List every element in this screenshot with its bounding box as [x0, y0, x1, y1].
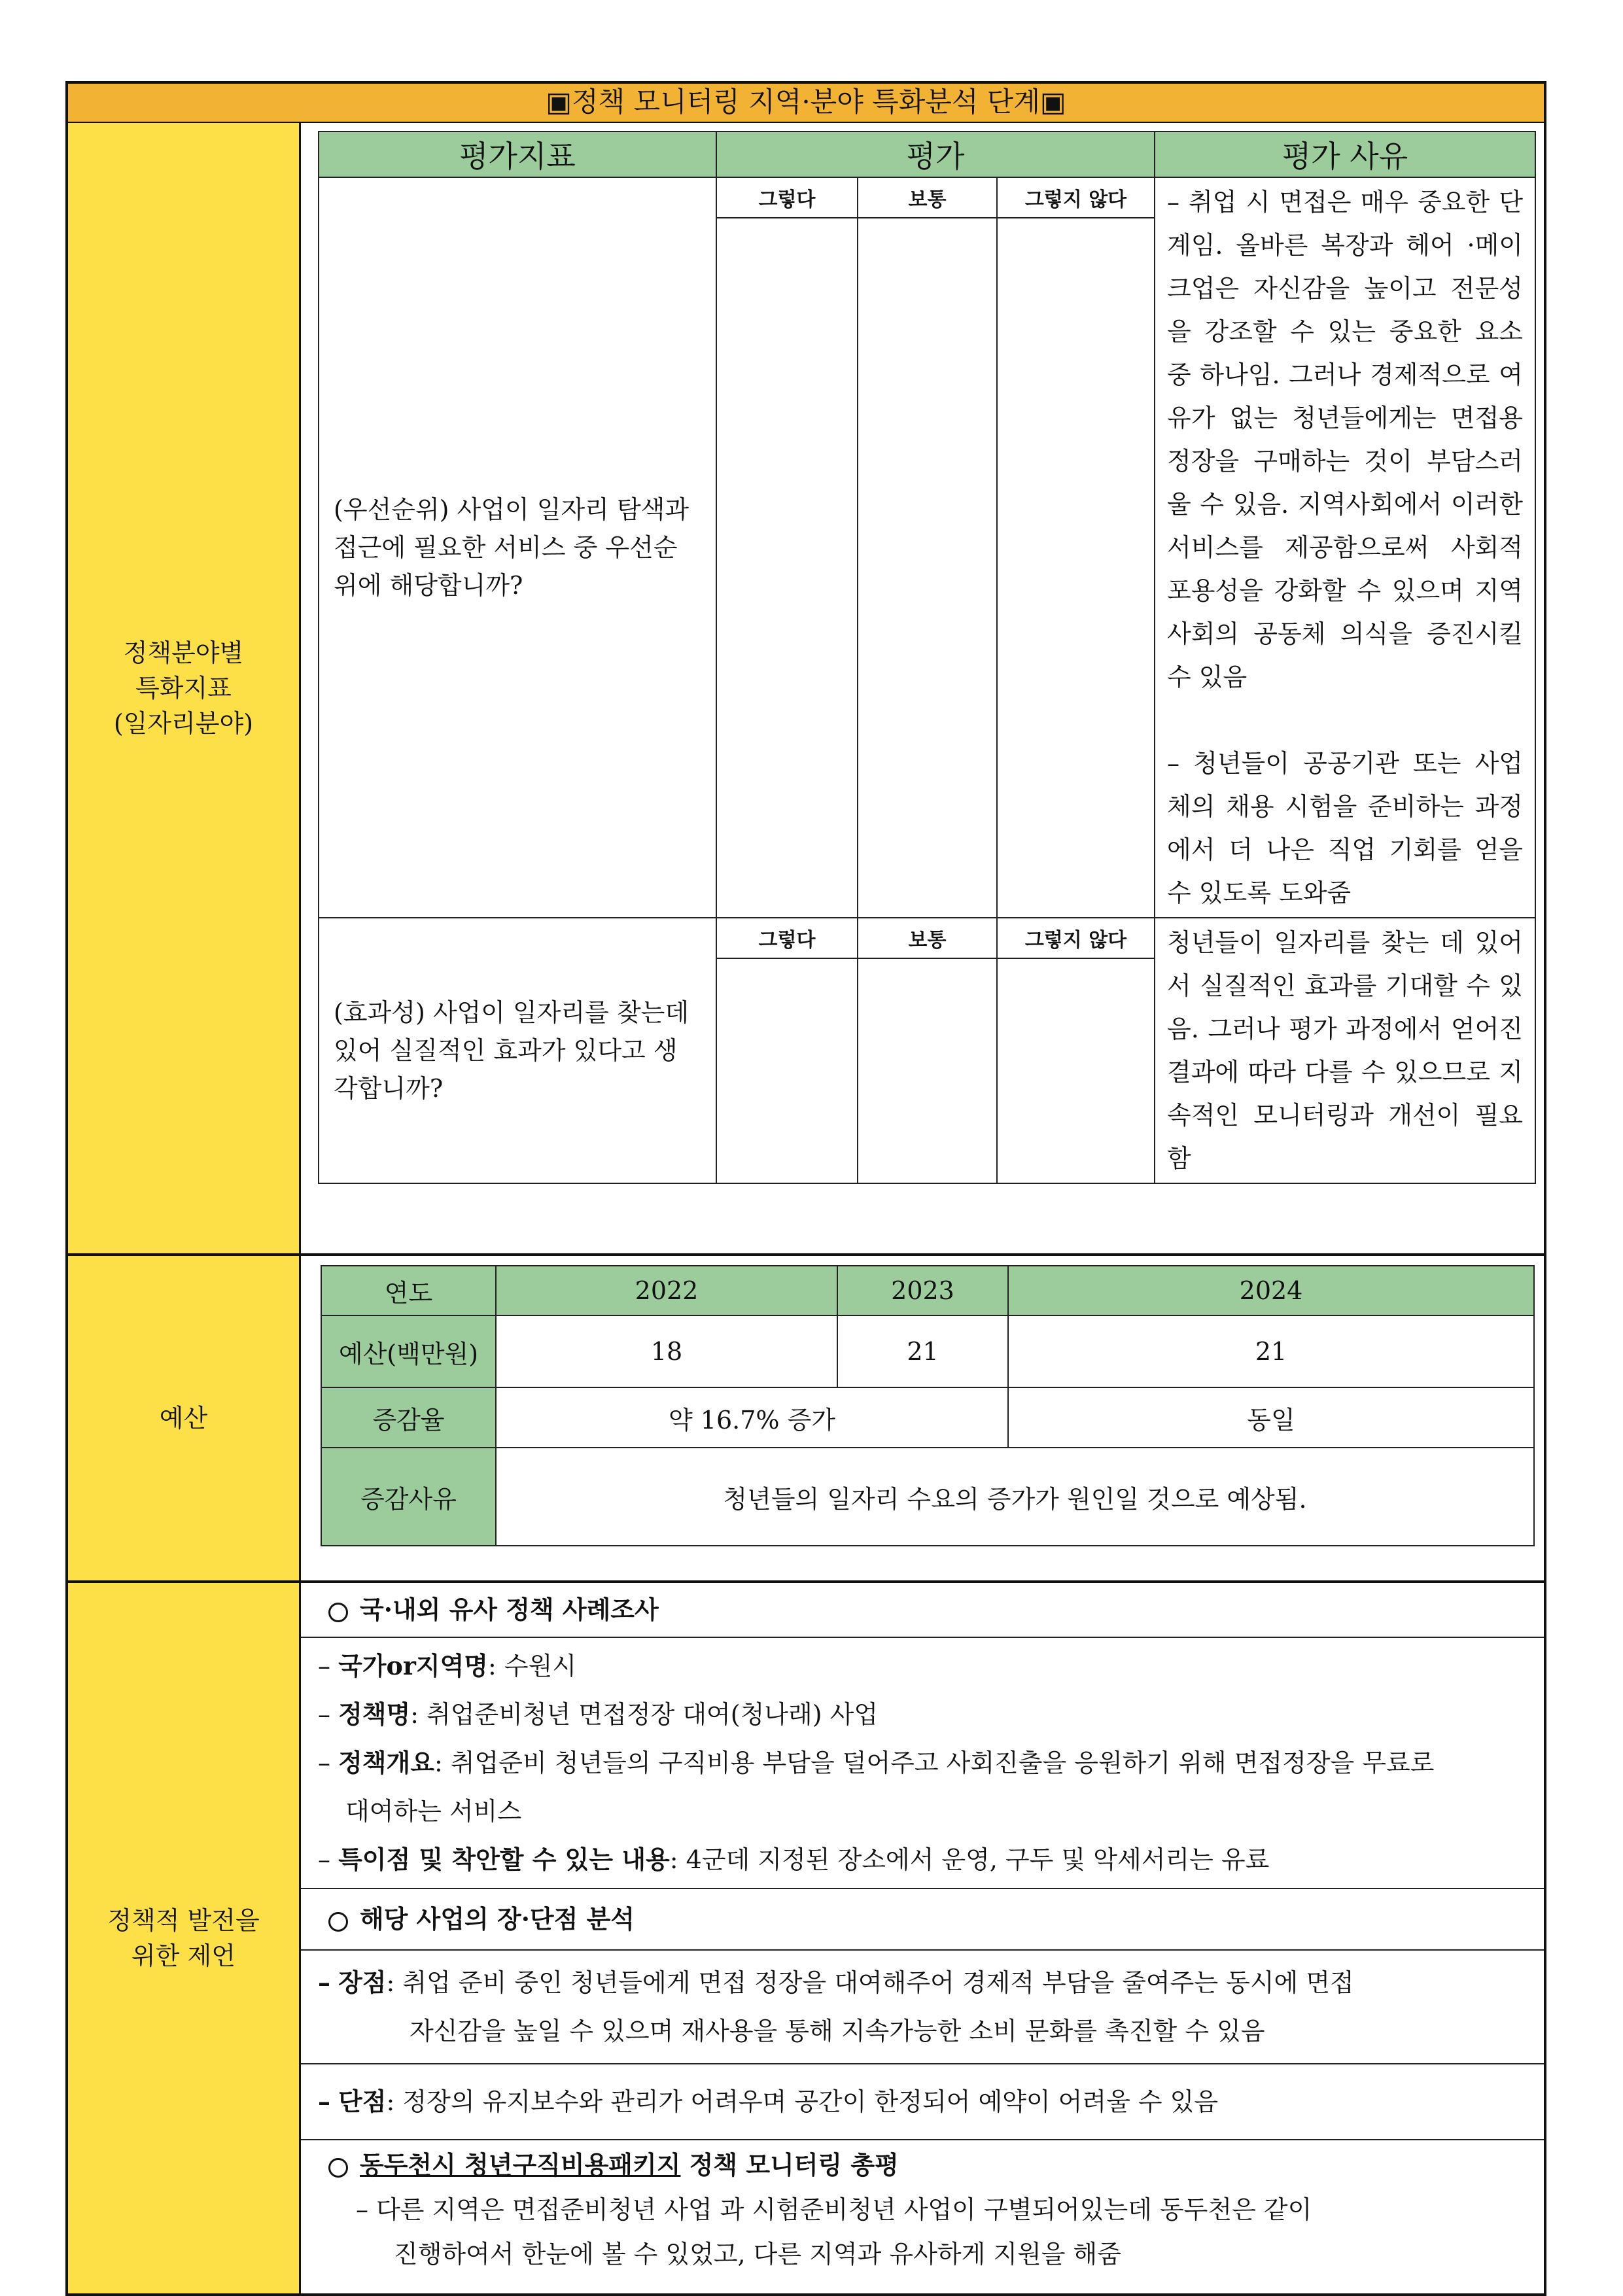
policy-name-line: – 정책명: 취업준비청년 면접정장 대여(청나래) 사업	[318, 1699, 879, 1729]
pros-continued: 자신감을 높일 수 있으며 재사용을 통해 지속가능한 소비 문화를 촉진할 수 있음	[410, 2017, 1265, 2045]
year-2023: 2023	[837, 1266, 1008, 1315]
reason-text: 청년들이 일자리를 찾는 데 있어서 실질적인 효과를 기대할 수 있음. 그러나 평가 과정에서 얻어진 결과에 따라 다를 수 있으므로 지속적인 모니터링과 개선이 필요함	[1167, 928, 1523, 1173]
change-label: 증감율	[321, 1387, 496, 1448]
checkmark-icon[interactable]	[716, 958, 858, 1183]
section-budget	[65, 1256, 1546, 1583]
document-page	[65, 81, 1546, 2296]
option-no: 그렇지 않다	[997, 177, 1155, 218]
section-label-indicators: 정책분야별 특화지표 (일자리분야)	[68, 123, 301, 1253]
circle-bullet-icon	[328, 1603, 348, 1622]
overview-line: – 정책개요: 취업준비 청년들의 구직비용 부담을 덜어주고 사회진출을 응원하기 위해 면접정장을 무료로	[318, 1748, 1435, 1777]
option-no: 그렇지 않다	[997, 918, 1155, 958]
budget-table	[321, 1265, 1535, 1546]
page-title: ▣정책 모니터링 지역·분야 특화분석 단계▣	[65, 81, 1546, 123]
reason-effectiveness	[1155, 918, 1535, 1183]
section-indicators	[65, 123, 1546, 1256]
circle-bullet-icon	[328, 1912, 348, 1932]
review-block	[301, 2140, 1544, 2276]
header-reason: 평가 사유	[1155, 131, 1535, 177]
check-cell-no[interactable]	[997, 958, 1155, 1183]
review-line: – 다른 지역은 면접준비청년 사업 과 시험준비청년 사업이 구별되어있는데 동두천은 같이	[356, 2195, 1312, 2224]
check-cell-neutral[interactable]	[858, 218, 997, 918]
option-neutral: 보통	[858, 177, 997, 218]
budget-label: 예산(백만원)	[321, 1315, 496, 1387]
check-cell-neutral[interactable]	[858, 958, 997, 1183]
change-reason: 청년들의 일자리 수요의 증가가 원인일 것으로 예상됨.	[496, 1448, 1534, 1546]
change-2023: 약 16.7% 증가	[496, 1387, 1008, 1448]
reason-text: – 취업 시 면접은 매우 중요한 단계임. 올바른 복장과 헤어 ·메이크업은 자신감을 높이고 전문성을 강조할 수 있는 중요한 요소 중 하나임. 그러나 경제적으로 여유가 없는 청년들에게는 면접용 정장을 구매하는 것이 부담스러울 수 있음. 지역사회에서 이러한 서비스를 제공함으로써 사회적 포용성을 강화할 수 있으며 지역사회의 공동체 의식을 증진시킬 수 있음	[1167, 188, 1523, 691]
check-cell-no[interactable]	[997, 218, 1155, 918]
overview-continued: 대여하는 서비스	[345, 1797, 522, 1826]
section-proposal	[65, 1583, 1546, 2296]
option-neutral: 보통	[858, 918, 997, 958]
review-line-continued: 진행하여서 한눈에 볼 수 있었고, 다른 지역과 유사하게 지원을 해줌	[394, 2240, 1121, 2269]
question-priority: (우선순위) 사업이 일자리 탐색과 접근에 필요한 서비스 중 우선순위에 해당합니까?	[319, 177, 716, 918]
checkmark-icon[interactable]	[716, 218, 858, 918]
indicators-body	[301, 123, 1544, 1253]
review-heading: 동두천시 청년구직비용패키지 정책 모니터링 총평	[328, 2143, 1527, 2187]
budget-2024: 21	[1008, 1315, 1534, 1387]
budget-2023: 21	[837, 1315, 1008, 1387]
question-effectiveness: (효과성) 사업이 일자리를 찾는데 있어 실질적인 효과가 있다고 생각합니까?	[319, 918, 716, 1183]
reason-priority	[1155, 177, 1535, 918]
cons-block: – 단점: 정장의 유지보수와 관리가 어려우며 공간이 한정되어 예약이 어려울 수 있음	[301, 2064, 1544, 2140]
proposal-body	[301, 1583, 1544, 2293]
budget-2022: 18	[496, 1315, 837, 1387]
option-yes: 그렇다	[716, 177, 858, 218]
case-study-content	[301, 1638, 1544, 1889]
pros-cons-heading: 해당 사업의 장·단점 분석	[301, 1889, 1544, 1951]
year-2024: 2024	[1008, 1266, 1534, 1315]
evaluation-table	[318, 131, 1536, 1184]
circle-bullet-icon	[328, 2158, 348, 2178]
section-label-proposal: 정책적 발전을 위한 제언	[68, 1583, 301, 2293]
case-study-heading: 국·내외 유사 정책 사례조사	[301, 1583, 1544, 1638]
budget-body	[301, 1256, 1544, 1580]
header-evaluation: 평가	[716, 131, 1155, 177]
section-label-budget: 예산	[68, 1256, 301, 1580]
year-2022: 2022	[496, 1266, 837, 1315]
note-line: – 특이점 및 착안할 수 있는 내용: 4군데 지정된 장소에서 운영, 구두 및 악세서리는 유료	[318, 1845, 1270, 1874]
year-label: 연도	[321, 1266, 496, 1315]
header-indicator: 평가지표	[319, 131, 716, 177]
reason-label: 증감사유	[321, 1448, 496, 1546]
pros-line: – 장점: 취업 준비 중인 청년들에게 면접 정장을 대여해주어 경제적 부담을 줄여주는 동시에 면접	[318, 1968, 1354, 1997]
option-yes: 그렇다	[716, 918, 858, 958]
region-line: – 국가or지역명: 수원시	[318, 1651, 577, 1680]
reason-text: – 청년들이 공공기관 또는 사업체의 채용 시험을 준비하는 과정에서 더 나은 직업 기회를 얻을 수 있도록 도와줌	[1167, 749, 1523, 907]
pros-block	[301, 1951, 1544, 2064]
change-2024: 동일	[1008, 1387, 1534, 1448]
